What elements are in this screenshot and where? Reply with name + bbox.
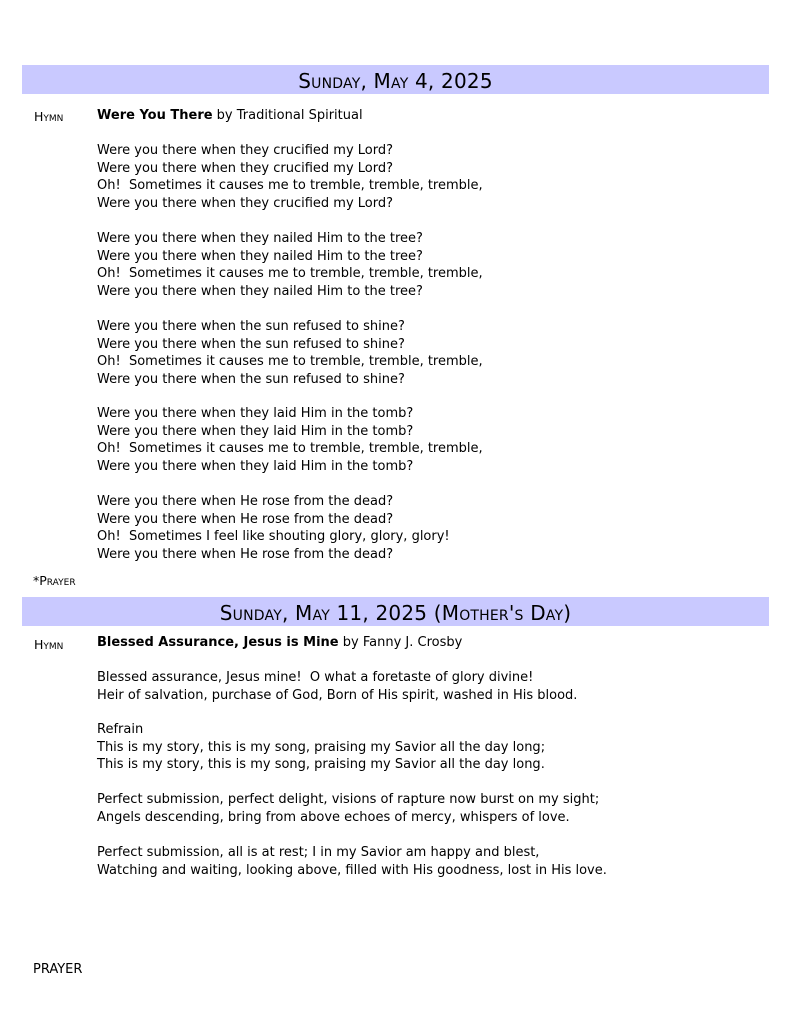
lyric-line: Watching and waiting, looking above, filled with His goodness, lost in His love. bbox=[97, 862, 607, 878]
lyric-line: Were you there when the sun refused to shine? bbox=[97, 336, 405, 352]
lyric-line: Blessed assurance, Jesus mine! O what a foretaste of glory divine! bbox=[97, 670, 534, 685]
hymn-title-line bbox=[97, 635, 462, 650]
hymn-author: by Fanny J. Crosby bbox=[338, 635, 463, 650]
lyric-line: Were you there when they nailed Him to the tree? bbox=[97, 283, 423, 299]
lyric-line: Heir of salvation, purchase of God, Born of His spirit, washed in His blood. bbox=[97, 687, 578, 703]
hymn-author: by Traditional Spiritual bbox=[212, 108, 363, 123]
lyric-line: Were you there when they crucified my Lord? bbox=[97, 195, 394, 211]
stanza bbox=[97, 669, 577, 704]
lyric-line: Oh! Sometimes it causes me to tremble, tremble, tremble, bbox=[97, 266, 483, 281]
stanza bbox=[97, 493, 450, 563]
lyric-line: This is my story, this is my song, praising my Savior all the day long; bbox=[97, 739, 546, 755]
lyric-line: Were you there when they laid Him in the tomb? bbox=[97, 406, 414, 421]
lyric-line: Were you there when the sun refused to shine? bbox=[97, 371, 405, 387]
section-heading: Sunday, May 4, 2025 bbox=[22, 65, 769, 94]
lyric-line: Were you there when He rose from the dead? bbox=[97, 511, 394, 527]
lyric-line: Were you there when the sun refused to shine? bbox=[97, 319, 405, 334]
stanza bbox=[97, 318, 483, 388]
lyric-line: Perfect submission, all is at rest; I in my Savior am happy and blest, bbox=[97, 845, 540, 860]
prayer-label: PRAYER bbox=[33, 962, 83, 977]
lyric-line: Perfect submission, perfect delight, visions of rapture now burst on my sight; bbox=[97, 792, 600, 807]
hymn-label: Hymn bbox=[34, 637, 64, 652]
hymn-title: Blessed Assurance, Jesus is Mine bbox=[97, 635, 339, 650]
lyric-line: Were you there when He rose from the dead? bbox=[97, 494, 394, 509]
lyric-line: Were you there when they crucified my Lord? bbox=[97, 143, 394, 158]
stanza bbox=[97, 142, 483, 212]
lyric-line: Were you there when they laid Him in the tomb? bbox=[97, 458, 414, 474]
stanza bbox=[97, 791, 599, 826]
stanza bbox=[97, 844, 607, 879]
hymn-title-line bbox=[97, 108, 363, 123]
stanza bbox=[97, 230, 483, 300]
lyric-line: Refrain bbox=[97, 722, 144, 737]
lyric-line: Oh! Sometimes it causes me to tremble, tremble, tremble, bbox=[97, 178, 483, 193]
prayer-label: *Prayer bbox=[33, 573, 76, 588]
lyric-line: Were you there when they nailed Him to the tree? bbox=[97, 248, 423, 264]
lyric-line: Were you there when He rose from the dead? bbox=[97, 546, 394, 562]
lyric-line: Were you there when they laid Him in the tomb? bbox=[97, 423, 414, 439]
section-heading: Sunday, May 11, 2025 (Mother's Day) bbox=[22, 597, 769, 626]
lyric-line: Angels descending, bring from above echoes of mercy, whispers of love. bbox=[97, 809, 570, 825]
stanza bbox=[97, 721, 545, 774]
hymn-title: Were You There bbox=[97, 108, 213, 123]
stanza bbox=[97, 405, 483, 475]
lyric-line: This is my story, this is my song, praising my Savior all the day long. bbox=[97, 757, 545, 772]
lyric-line: Were you there when they crucified my Lord? bbox=[97, 160, 394, 176]
lyric-line: Were you there when they nailed Him to the tree? bbox=[97, 231, 423, 246]
lyric-line: Oh! Sometimes I feel like shouting glory, glory, glory! bbox=[97, 529, 450, 544]
lyric-line: Oh! Sometimes it causes me to tremble, tremble, tremble, bbox=[97, 354, 483, 369]
lyric-line: Oh! Sometimes it causes me to tremble, tremble, tremble, bbox=[97, 441, 483, 456]
hymn-label: Hymn bbox=[34, 109, 64, 124]
